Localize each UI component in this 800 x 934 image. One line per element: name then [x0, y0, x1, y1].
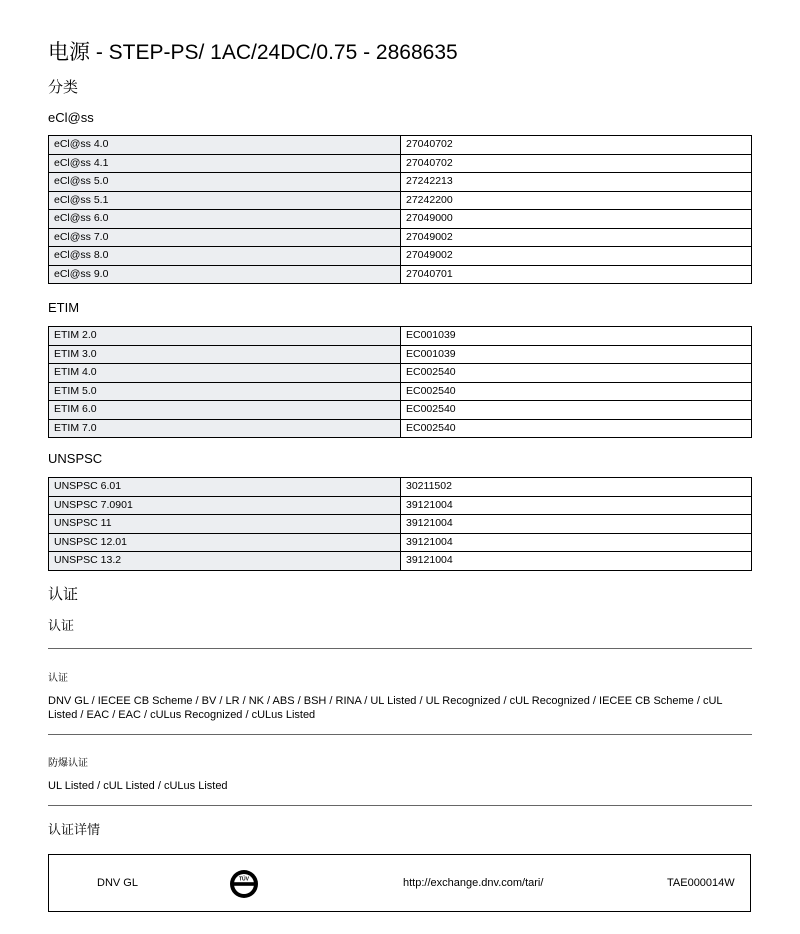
certificate-url-link[interactable]: http://exchange.dnv.com/tari/	[403, 877, 544, 889]
certificate-id: TAE000014W	[667, 877, 735, 889]
row-key: eCl@ss 4.0	[49, 136, 401, 155]
row-value: EC002540	[401, 382, 752, 401]
row-key: UNSPSC 6.01	[49, 478, 401, 497]
eclass-table	[48, 135, 752, 284]
row-value: 39121004	[401, 552, 752, 571]
row-value: 27049000	[401, 210, 752, 229]
row-value: 39121004	[401, 515, 752, 534]
row-value: EC001039	[401, 327, 752, 346]
table-row	[49, 136, 752, 155]
row-key: eCl@ss 7.0	[49, 228, 401, 247]
approvals-text: DNV GL / IECEE CB Scheme / BV / LR / NK / ABS / BSH / RINA / UL Listed / UL Recognized / cUL Recognized / IECEE CB Scheme / cUL Listed / EAC / EAC / cULus Recognized / cULus Listed	[48, 695, 723, 721]
row-value: 27242200	[401, 191, 752, 210]
classification-heading: 分类	[48, 79, 79, 96]
table-row	[49, 191, 752, 210]
table-row	[49, 515, 752, 534]
certification-details-heading: 认证详情	[48, 822, 101, 837]
row-value: EC002540	[401, 401, 752, 420]
row-key: ETIM 4.0	[49, 364, 401, 383]
table-row	[49, 247, 752, 266]
table-row	[49, 228, 752, 247]
divider	[48, 734, 752, 735]
table-row	[49, 552, 752, 571]
row-key: UNSPSC 7.0901	[49, 496, 401, 515]
page-title: 电源 - STEP-PS/ 1AC/24DC/0.75 - 2868635	[48, 41, 458, 64]
row-key: ETIM 2.0	[49, 327, 401, 346]
table-row	[49, 154, 752, 173]
row-value: 27040702	[401, 136, 752, 155]
divider	[48, 648, 752, 649]
svg-text:TÜV: TÜV	[239, 876, 249, 883]
table-row	[49, 478, 752, 497]
table-row	[49, 382, 752, 401]
table-row	[49, 210, 752, 229]
row-value: EC001039	[401, 345, 752, 364]
ex-approvals-label: 防爆认证	[48, 758, 88, 769]
row-value: EC002540	[401, 364, 752, 383]
unspsc-heading: UNSPSC	[48, 451, 103, 466]
table-row	[49, 265, 752, 284]
row-value: 30211502	[401, 478, 752, 497]
ex-approvals-text: UL Listed / cUL Listed / cULus Listed	[48, 780, 228, 792]
divider	[48, 805, 752, 806]
tuv-certification-logo-icon	[229, 869, 259, 899]
row-key: UNSPSC 11	[49, 515, 401, 534]
eclass-heading: eCl@ss	[48, 110, 94, 125]
row-key: ETIM 3.0	[49, 345, 401, 364]
certification-subheading: 认证	[48, 618, 75, 633]
table-row	[49, 401, 752, 420]
row-value: 27242213	[401, 173, 752, 192]
table-row	[49, 345, 752, 364]
row-key: UNSPSC 12.01	[49, 533, 401, 552]
row-value: 27049002	[401, 247, 752, 266]
row-value: 27049002	[401, 228, 752, 247]
row-key: UNSPSC 13.2	[49, 552, 401, 571]
row-value: 39121004	[401, 533, 752, 552]
certificate-detail-box	[48, 854, 751, 912]
row-key: eCl@ss 6.0	[49, 210, 401, 229]
table-row	[49, 496, 752, 515]
row-key: eCl@ss 8.0	[49, 247, 401, 266]
row-key: eCl@ss 9.0	[49, 265, 401, 284]
row-key: ETIM 6.0	[49, 401, 401, 420]
row-key: ETIM 5.0	[49, 382, 401, 401]
row-value: 27040701	[401, 265, 752, 284]
table-row	[49, 364, 752, 383]
unspsc-table	[48, 477, 752, 571]
row-key: eCl@ss 5.1	[49, 191, 401, 210]
certificate-name: DNV GL	[97, 877, 138, 889]
etim-table	[48, 326, 752, 438]
row-value: 39121004	[401, 496, 752, 515]
row-value: 27040702	[401, 154, 752, 173]
row-key: eCl@ss 4.1	[49, 154, 401, 173]
certification-heading: 认证	[48, 586, 79, 603]
table-row	[49, 533, 752, 552]
etim-heading: ETIM	[48, 300, 80, 315]
row-value: EC002540	[401, 419, 752, 438]
table-row	[49, 419, 752, 438]
row-key: ETIM 7.0	[49, 419, 401, 438]
row-key: eCl@ss 5.0	[49, 173, 401, 192]
table-row	[49, 173, 752, 192]
approvals-label: 认证	[48, 673, 68, 684]
table-row	[49, 327, 752, 346]
